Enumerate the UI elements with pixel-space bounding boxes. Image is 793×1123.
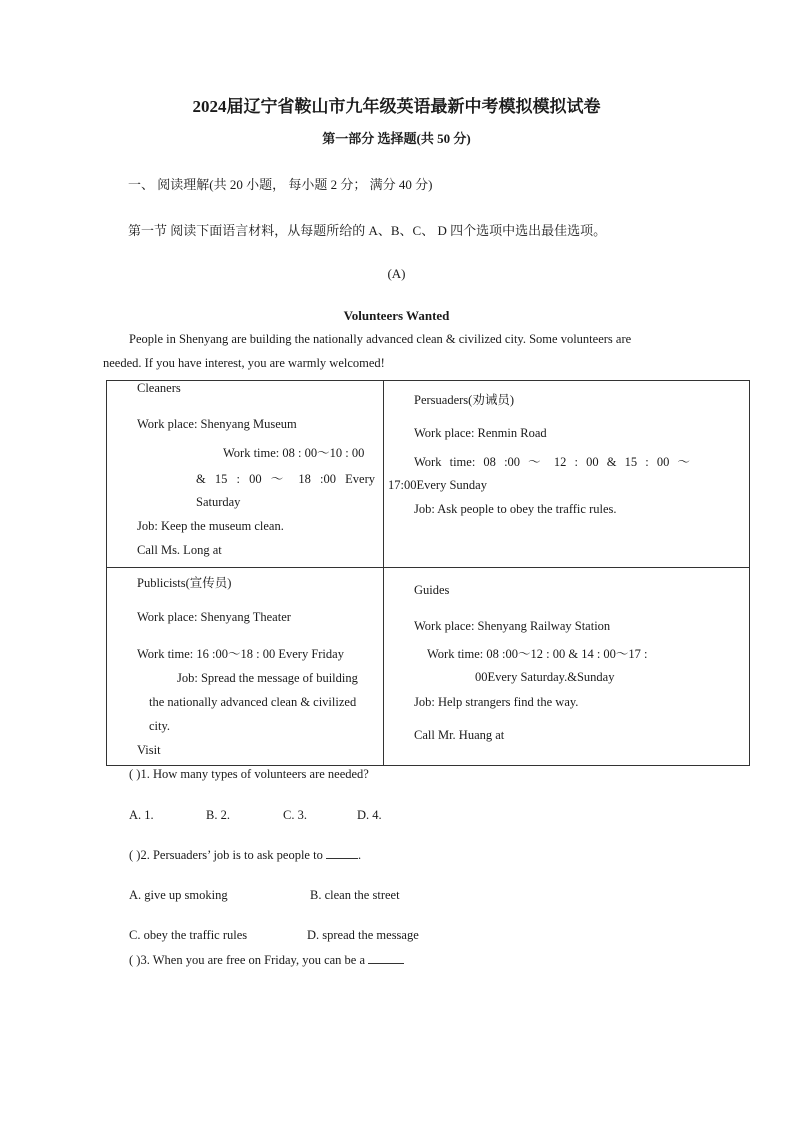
part-subtitle: 第一部分 选择题(共 50 分): [322, 131, 471, 146]
publicists-job-1: Job: Spread the message of building: [177, 671, 358, 685]
question-1-stem: ( )1. How many types of volunteers are needed?: [129, 767, 369, 781]
answer-blank: [326, 858, 358, 859]
question-2-stem: ( )2. Persuaders’ job is to ask people to: [129, 848, 323, 862]
passage-intro-line-1: People in Shenyang are building the nationally advanced clean & civilized city. Some volunteers are: [129, 332, 632, 346]
cleaners-job: Job: Keep the museum clean.: [137, 519, 284, 533]
cleaners-place: Work place: Shenyang Museum: [137, 417, 297, 431]
cleaners-time-3: Saturday: [196, 495, 241, 509]
publicists-title: Publicists(宣传员): [137, 576, 232, 590]
publicists-place: Work place: Shenyang Theater: [137, 610, 291, 624]
cleaners-call: Call Ms. Long at: [137, 543, 222, 557]
question-1-option-a: A. 1.: [129, 808, 154, 822]
passage-title: Volunteers Wanted: [343, 308, 450, 323]
passage-label: (A): [387, 266, 406, 281]
exam-title: 2024届辽宁省鞍山市九年级英语最新中考模拟模拟试卷: [192, 97, 601, 116]
persuaders-place: Work place: Renmin Road: [414, 426, 547, 440]
persuaders-time-1: Work time: 08 :00 ～ 12 : 00 & 15 : 00 ～: [414, 455, 690, 469]
guides-call: Call Mr. Huang at: [414, 728, 505, 742]
cleaners-time-1: Work time: 08 : 00～10 : 00: [223, 446, 365, 460]
period: .: [357, 848, 362, 862]
persuaders-title: Persuaders(劝诫员): [414, 393, 514, 407]
publicists-job-2: the nationally advanced clean & civilized: [149, 695, 357, 709]
publicists-visit: Visit: [137, 743, 161, 757]
persuaders-job: Job: Ask people to obey the traffic rules.: [414, 502, 617, 516]
guides-time-1: Work time: 08 :00～12 : 00 & 14 : 00～17 :: [427, 647, 648, 661]
question-1-option-c: C. 3.: [283, 808, 307, 822]
cleaners-time-2: & 15 : 00 ～ 18 :00 Every: [196, 472, 375, 486]
question-2-option-b: B. clean the street: [310, 888, 400, 902]
table-horizontal-divider: [106, 567, 750, 568]
question-2-option-d: D. spread the message: [307, 928, 419, 942]
section-heading: 一、 阅读理解(共 20 小题， 每小题 2 分； 满分 40 分): [128, 177, 433, 192]
section-instruction: 第一节 阅读下面语言材料，从每题所给的 A、B、C、 D 四个选项中选出最佳选项。: [128, 223, 607, 238]
passage-intro-line-2: needed. If you have interest, you are warmly welcomed!: [103, 356, 385, 370]
persuaders-time-2: 17:00Every Sunday: [388, 478, 487, 492]
guides-job: Job: Help strangers find the way.: [414, 695, 579, 709]
publicists-job-3: city.: [149, 719, 171, 733]
table-vertical-divider: [383, 380, 384, 766]
cleaners-title: Cleaners: [137, 381, 181, 395]
guides-time-2: 00Every Saturday.&Sunday: [475, 670, 615, 684]
question-2-option-c: C. obey the traffic rules: [129, 928, 248, 942]
guides-title: Guides: [414, 583, 450, 597]
question-2-option-a: A. give up smoking: [129, 888, 228, 902]
answer-blank: [368, 963, 404, 964]
publicists-time: Work time: 16 :00～18 : 00 Every Friday: [137, 647, 344, 661]
question-3: [129, 953, 404, 968]
question-3-stem: ( )3. When you are free on Friday, you can be a: [129, 953, 366, 967]
question-2: [129, 848, 361, 863]
question-1-option-d: D. 4.: [357, 808, 382, 822]
guides-place: Work place: Shenyang Railway Station: [414, 619, 611, 633]
question-1-option-b: B. 2.: [206, 808, 230, 822]
